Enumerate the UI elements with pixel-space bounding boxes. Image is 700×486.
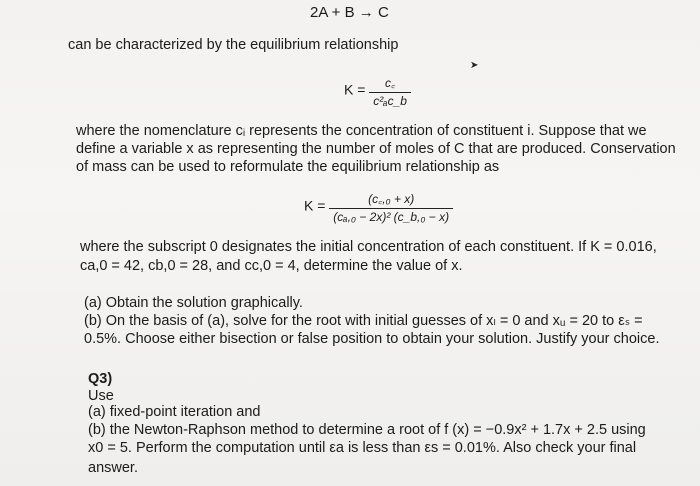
eq2-denominator: (cₐ,₀ − 2x)² (c_b,₀ − x)	[329, 208, 453, 224]
q3-title: Q3)	[88, 371, 113, 387]
q3-part-b-line1: (b) the Newton-Raphson method to determine a root of f (x) = −0.9x² + 1.7x + 2.5 using	[88, 422, 646, 438]
eq2-fraction	[329, 190, 453, 224]
reaction-equation: 2A + B → C	[310, 4, 389, 21]
eq1-numerator: c꜀	[385, 76, 396, 90]
part-b-line1: (b) On the basis of (a), solve for the root with initial guesses of xₗ = 0 and xᵤ = 20 to εₛ =	[84, 313, 643, 329]
para1-line2: define a variable x as representing the number of moles of C that are produced. Conservation	[76, 141, 676, 157]
q3-part-b-line2: x0 = 5. Perform the computation until εa is less than εs = 0.01%. Also check your final	[88, 440, 637, 456]
q3-part-a: (a) fixed-point iteration and	[88, 404, 261, 420]
eq1-lhs: K =	[344, 81, 366, 98]
eq1-denominator: c²ₐc_b	[369, 92, 411, 108]
para2-line2: ca,0 = 42, cb,0 = 28, and cc,0 = 4, determine the value of x.	[80, 258, 463, 274]
part-a-text: (a) Obtain the solution graphically.	[84, 295, 303, 311]
para2-line1: where the subscript 0 designates the initial concentration of each constituent. If K = 0.016,	[80, 239, 657, 255]
para1-line3: of mass can be used to reformulate the equilibrium relationship as	[76, 159, 500, 175]
equilibrium-equation-1	[344, 74, 411, 108]
para1-line1: where the nomenclature cᵢ represents the concentration of constituent i. Suppose that we	[76, 123, 647, 139]
equilibrium-equation-2	[304, 190, 453, 224]
eq1-fraction	[369, 74, 411, 108]
mouse-cursor-icon: ➤	[470, 60, 479, 71]
intro-text: can be characterized by the equilibrium relationship	[68, 37, 399, 53]
eq2-numerator: (c꜀,₀ + x)	[368, 192, 415, 206]
eq2-lhs: K =	[304, 197, 326, 214]
q3-part-b-line3: answer.	[88, 460, 138, 476]
part-b-line2: 0.5%. Choose either bisection or false position to obtain your solution. Justify your choice.	[84, 331, 660, 347]
q3-use: Use	[88, 388, 114, 404]
